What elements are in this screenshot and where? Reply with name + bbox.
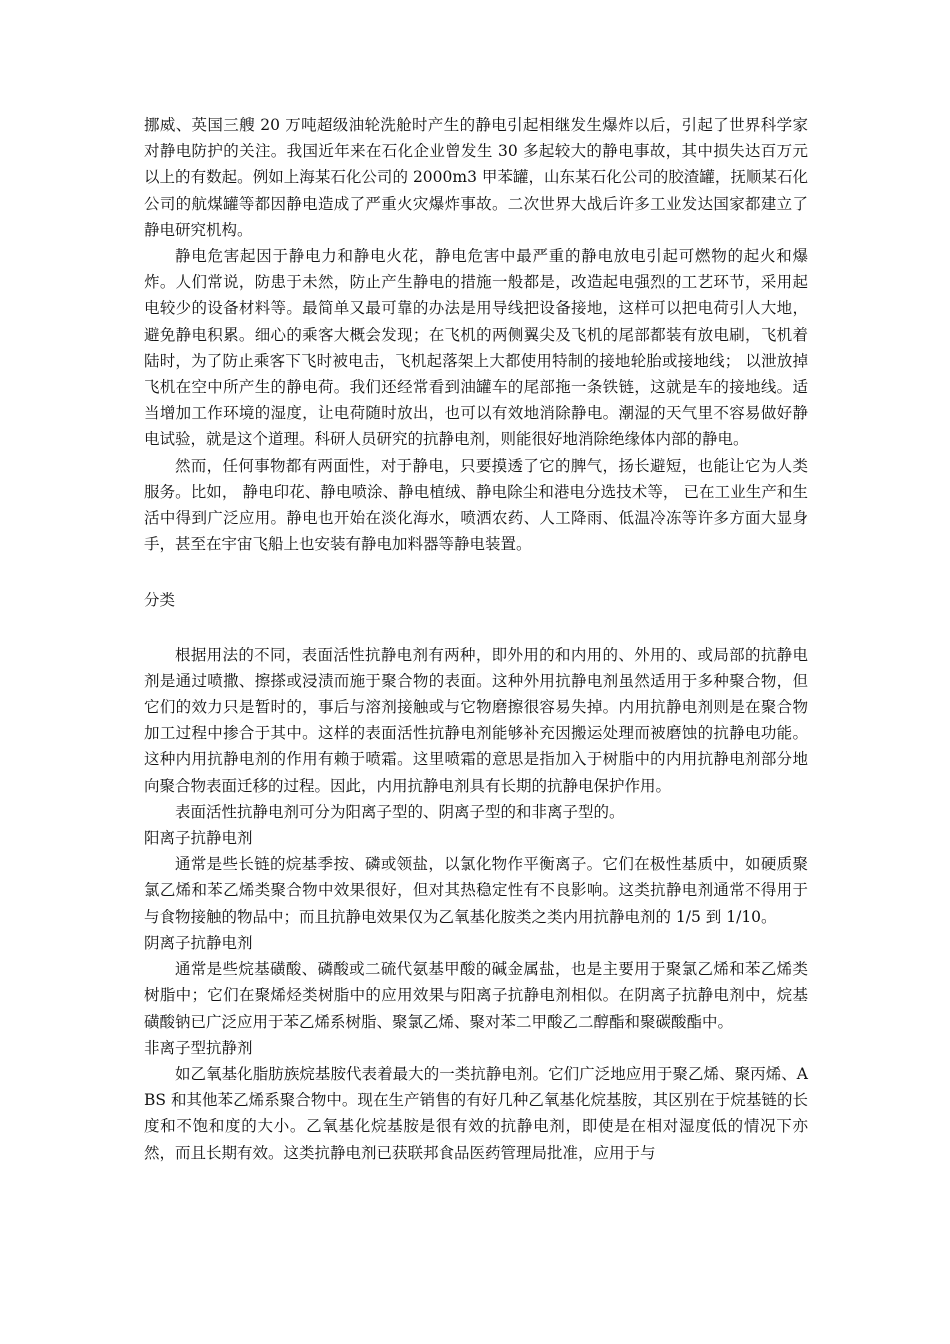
paragraph-usage-types: 根据用法的不同，表面活性抗静电剂有两种，即外用的和内用的、外用的、或局部的抗静电剂是通过喷撒、擦搽或浸渍而施于聚合物的表面。这种外用抗静电剂虽然适用于多种聚合物，但它们的效力只是暂时的，事后与溶剂接触或与它物磨擦很容易失掉。内用抗静电剂则是在聚合物加工过程中掺合于其中。这样的表面活性抗静电剂能够补充因搬运处理而被磨蚀的抗静电功能。这种内用抗静电剂的作用有赖于喷霜。这里喷霜的意思是指加入于树脂中的内用抗静电剂部分地向聚合物表面迁移的过程。因此，内用抗静电剂具有长期的抗静电保护作用。 (144, 645, 808, 795)
paragraph-nonionic: 如乙氧基化脂肪族烷基胺代表着最大的一类抗静电剂。它们广泛地应用于聚乙烯、聚丙烯、ABS 和其他苯乙烯系聚合物中。现在生产销售的有好几种乙氧基化烷基胺，其区别在于烷基链的长度和不饱和度的大小。乙氧基化烷基胺是很有效的抗静电剂，即使是在相对湿度低的情况下亦然，而且长期有效。这类抗静电剂已获联邦食品医药管理局批准，应用于与 (144, 1064, 808, 1162)
subheading-anionic: 阴离子抗静电剂 (144, 933, 253, 952)
paragraph-applications: 然而，任何事物都有两面性，对于静电，只要摸透了它的脾气，扬长避短，也能让它为人类服务。比如， 静电印花、静电喷涂、静电植绒、静电除尘和港电分选技术等， 已在工业生产和生活中得到广泛应用。静电也开始在淡化海水，喷洒农药、人工降雨、低温冷冻等许多方面大显身手，甚至在宇宙飞船上也安装有静电加料器等静电装置。 (144, 456, 808, 554)
paragraph-hazards: 静电危害起因于静电力和静电火花，静电危害中最严重的静电放电引起可燃物的起火和爆炸。人们常说，防患于未然，防止产生静电的措施一般都是，改造起电强烈的工艺环节，采用起电较少的设备材料等。最简单又最可靠的办法是用导线把设备接地，这样可以把电荷引人大地，避免静电积累。细心的乘客大概会发现；在飞机的两侧翼尖及飞机的尾部都装有放电刷，飞机着陆时，为了防止乘客下飞时被电击，飞机起落架上大都使用特制的接地轮胎或接地线； 以泄放掉飞机在空中所产生的静电荷。我们还经常看到油罐车的尾部拖一条铁链，这就是车的接地线。适当增加工作环境的湿度，让电荷随时放出，也可以有效地消除静电。潮湿的天气里不容易做好静电试验，就是这个道理。科研人员研究的抗静电剂，则能很好地消除绝缘体内部的静电。 (144, 247, 808, 449)
subheading-nonionic: 非离子型抗静剂 (144, 1038, 253, 1057)
paragraph-surfactant-types: 表面活性抗静电剂可分为阳离子型的、阴离子型的和非离子型的。 (175, 802, 625, 821)
subheading-cationic: 阳离子抗静电剂 (144, 829, 253, 848)
paragraph-cationic: 通常是些长链的烷基季按、磷或领盐，以氯化物作平衡离子。它们在极性基质中，如硬质聚氯乙烯和苯乙烯类聚合物中效果很好，但对其热稳定性有不良影响。这类抗静电剂通常不得用于与食物接触的物品中；而且抗静电效果仅为乙氧基化胺类之类内用抗静电剂的 1/5 到 1/10。 (144, 855, 808, 926)
document-page (144, 112, 808, 1166)
paragraph-history: 挪威、英国三艘 20 万吨超级油轮洗舱时产生的静电引起相继发生爆炸以后，引起了世界科学家对静电防护的关注。我国近年来在石化企业曾发生 30 多起较大的静电事故，其中损失达百万元以上的有数起。例如上海某石化公司的 2000m3 甲苯罐，山东某石化公司的胶渣罐，抚顺某石化公司的航煤罐等都因静电造成了严重火灾爆炸事故。二次世界大战后许多工业发达国家都建立了静电研究机构。 (144, 116, 808, 239)
section-heading-classification: 分类 (144, 591, 176, 610)
paragraph-anionic: 通常是些烷基磺酸、磷酸或二硫代氨基甲酸的碱金属盐，也是主要用于聚氯乙烯和苯乙烯类树脂中；它们在聚烯烃类树脂中的应用效果与阳离子抗静电剂相似。在阴离子抗静电剂中，烷基磺酸钠已广泛应用于苯乙烯系树脂、聚氯乙烯、聚对苯二甲酸乙二醇酯和聚碳酸酯中。 (144, 960, 808, 1031)
